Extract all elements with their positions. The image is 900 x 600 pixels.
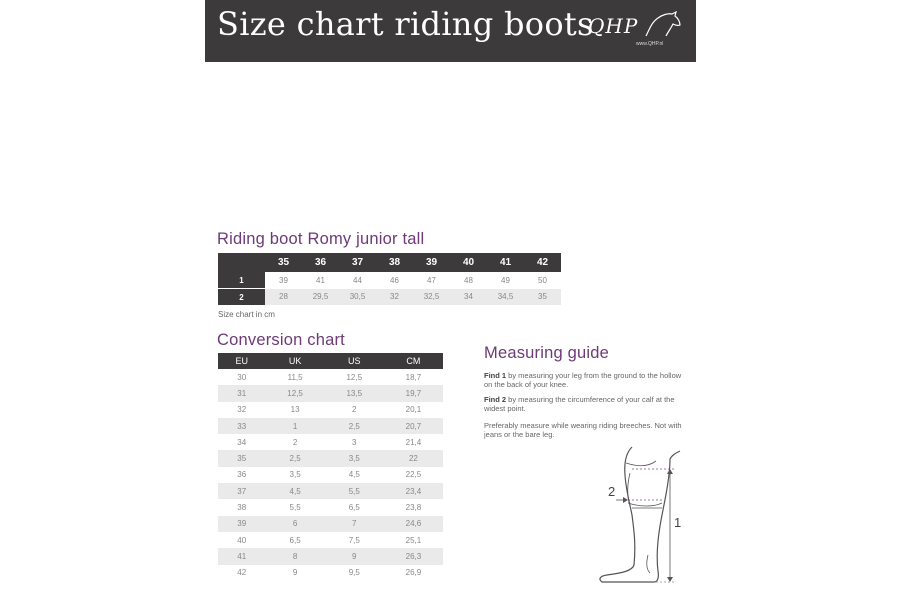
conversion-header: EU	[218, 353, 266, 369]
page-title: Size chart riding boots	[217, 5, 594, 43]
conversion-cell: 22	[384, 450, 443, 466]
romy-cell: 32,5	[413, 289, 450, 306]
conversion-row	[218, 516, 443, 532]
conversion-row	[218, 499, 443, 515]
measure-label-2: 2	[608, 484, 616, 499]
romy-cell: 41	[302, 272, 339, 289]
romy-row-label: 2	[218, 289, 265, 306]
conversion-cell: 23,4	[384, 483, 443, 499]
conversion-cell: 7,5	[348, 535, 360, 545]
conversion-cell: 6	[266, 516, 325, 532]
guide-find2	[484, 395, 684, 413]
conversion-row	[218, 548, 443, 564]
conversion-cell: 12,5	[346, 372, 363, 382]
measure-label-1: 1	[674, 515, 682, 530]
conversion-cell: 5,5	[289, 503, 301, 513]
conversion-title: Conversion chart	[217, 331, 345, 349]
conversion-row	[218, 369, 443, 385]
conversion-cell: 33	[218, 418, 266, 434]
conversion-row	[218, 483, 443, 499]
conversion-cell: 20,1	[405, 405, 422, 415]
romy-row	[218, 272, 561, 289]
conversion-cell: 40	[237, 535, 247, 545]
romy-cell: 48	[450, 272, 487, 289]
conversion-cell: 8	[266, 548, 325, 564]
conversion-cell: 42	[237, 568, 247, 578]
conversion-row	[218, 467, 443, 483]
conversion-cell: 32	[237, 405, 247, 415]
conversion-header-row	[218, 353, 443, 369]
guide-title: Measuring guide	[484, 344, 609, 362]
conversion-cell: 19,7	[384, 385, 443, 401]
header-banner	[205, 0, 696, 62]
romy-cell: 50	[524, 272, 561, 289]
romy-cell: 44	[339, 272, 376, 289]
conversion-row	[218, 532, 443, 548]
conversion-cell: 2,5	[266, 450, 325, 466]
conversion-cell: 31	[218, 385, 266, 401]
romy-cell: 35	[524, 289, 561, 306]
conversion-row	[218, 418, 443, 434]
romy-cell: 47	[413, 272, 450, 289]
conversion-cell: 37	[218, 483, 266, 499]
conversion-cell: 11,5	[287, 372, 303, 382]
conversion-cell: 24,6	[384, 516, 443, 532]
conversion-cell: 13,5	[325, 385, 384, 401]
romy-size-header: 39	[413, 253, 450, 272]
romy-size-header: 42	[524, 253, 561, 272]
conversion-header: US	[325, 353, 384, 369]
romy-cell: 39	[265, 272, 302, 289]
romy-header-row	[218, 253, 561, 272]
brand-logo	[588, 10, 688, 54]
conversion-body	[218, 369, 443, 581]
conversion-cell: 36	[237, 470, 247, 480]
find1-text: by measuring your leg from the ground to the hollow on the back of your knee.	[484, 371, 682, 389]
conversion-header: UK	[266, 353, 325, 369]
conversion-cell: 26,3	[384, 548, 443, 564]
guide-note: Preferably measure while wearing riding breeches. Not with jeans or the bare leg.	[484, 421, 682, 439]
conversion-row	[218, 450, 443, 466]
conversion-cell: 41	[218, 548, 266, 564]
conversion-cell: 4,5	[348, 470, 360, 480]
leg-measurement-illustration	[592, 445, 702, 590]
conversion-row	[218, 385, 443, 401]
conversion-cell: 4,5	[266, 483, 325, 499]
romy-cell: 29,5	[302, 289, 339, 306]
conversion-cell: 12,5	[266, 385, 325, 401]
horse-head-icon	[638, 10, 688, 40]
conversion-cell: 9	[292, 568, 298, 578]
conversion-cell: 3	[352, 437, 357, 447]
conversion-cell: 6,5	[348, 503, 360, 513]
conversion-cell: 2,5	[325, 418, 384, 434]
guide-find1	[484, 371, 684, 389]
find1-label: Find 1	[484, 371, 507, 380]
romy-title: Riding boot Romy junior tall	[217, 230, 425, 248]
romy-size-header: 41	[487, 253, 524, 272]
conversion-cell: 35	[218, 450, 266, 466]
conversion-cell: 38	[237, 503, 247, 513]
conversion-cell: 18,7	[405, 372, 422, 382]
romy-row	[218, 289, 561, 306]
romy-cell: 32	[376, 289, 413, 306]
conversion-cell: 30	[237, 372, 247, 382]
conversion-table	[218, 353, 443, 581]
romy-cell: 46	[376, 272, 413, 289]
conversion-cell: 6,5	[289, 535, 301, 545]
conversion-cell: 2	[292, 437, 298, 447]
conversion-cell: 5,5	[325, 483, 384, 499]
romy-cell: 34,5	[487, 289, 524, 306]
romy-corner-cell	[218, 253, 265, 272]
romy-row-label: 1	[218, 272, 265, 289]
conversion-cell: 9	[325, 548, 384, 564]
romy-size-header: 35	[265, 253, 302, 272]
conversion-cell: 26,9	[405, 568, 422, 578]
conversion-cell: 2	[352, 405, 357, 415]
conversion-cell: 25,1	[405, 535, 422, 545]
logo-text: QHP	[588, 14, 639, 38]
romy-cell: 30,5	[339, 289, 376, 306]
romy-size-header: 40	[450, 253, 487, 272]
romy-cell: 28	[265, 289, 302, 306]
conversion-cell: 3,5	[289, 470, 301, 480]
conversion-cell: 39	[218, 516, 266, 532]
conversion-cell: 20,7	[384, 418, 443, 434]
romy-size-header: 36	[302, 253, 339, 272]
find2-text: by measuring the circumference of your calf at the widest point.	[484, 395, 675, 413]
romy-size-header: 37	[339, 253, 376, 272]
romy-cell: 49	[487, 272, 524, 289]
conversion-cell: 22,5	[405, 470, 422, 480]
romy-cell: 34	[450, 289, 487, 306]
conversion-cell: 21,4	[405, 437, 422, 447]
conversion-cell: 13	[290, 405, 300, 415]
conversion-cell: 3,5	[325, 450, 384, 466]
conversion-cell: 34	[237, 437, 247, 447]
conversion-row	[218, 402, 443, 418]
find2-label: Find 2	[484, 395, 507, 404]
romy-body	[218, 272, 561, 305]
conversion-cell: 23,8	[405, 503, 422, 513]
logo-url: www.QHP.nl	[636, 41, 664, 47]
conversion-cell: 9,5	[348, 568, 360, 578]
romy-size-table	[218, 253, 561, 305]
conversion-row	[218, 565, 443, 581]
conversion-header: CM	[384, 353, 443, 369]
conversion-row	[218, 434, 443, 450]
romy-size-header: 38	[376, 253, 413, 272]
conversion-cell: 1	[266, 418, 325, 434]
size-note: Size chart in cm	[218, 310, 275, 319]
conversion-cell: 7	[325, 516, 384, 532]
